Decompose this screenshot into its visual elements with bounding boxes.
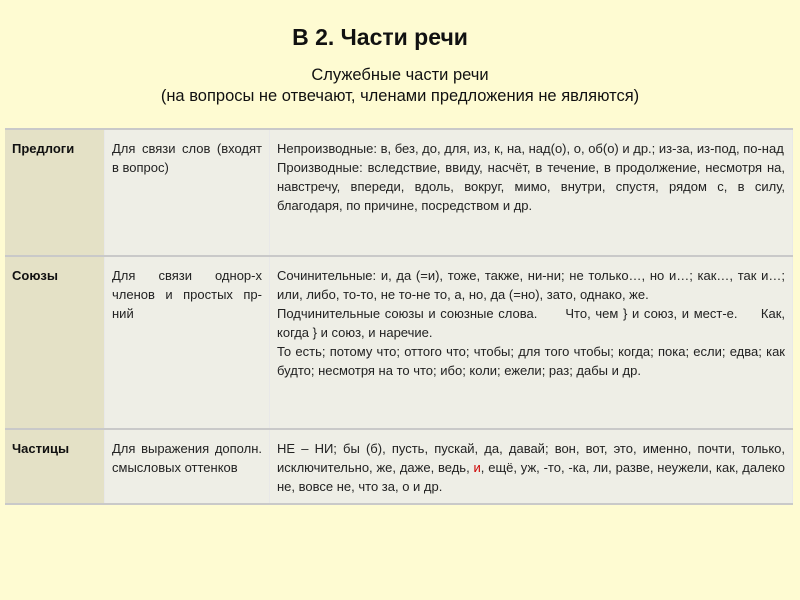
examples-text: , ещё, уж, -то, -ка, ли, разве, неужели, как, далеко не, вовсе не, что за, о и др. [277,460,785,494]
page-subtitle [0,65,800,107]
examples-line: Производные: вследствие, ввиду, насчёт, в течение, в продолжение, несмотря на, навстречу, впереди, вдоль, вокруг, мимо, внутри, спустя, рядом с, в силу, благодаря, по причине, посредством и др. [277,160,785,213]
subtitle-line-2: (на вопросы не отвечают, членами предложения не являются) [160,87,640,105]
row-purpose-cell: Для выражения дополн. смысловых оттенков [105,429,270,504]
table-row-chastitsy [5,429,793,504]
row-purpose-cell: Для связи слов (входят в вопрос) [105,129,270,256]
row-examples-cell [270,256,793,429]
page-title: В 2. Части речи [292,24,468,50]
table-row-predlogi [5,129,793,256]
row-name-cell: Предлоги [5,129,105,256]
examples-text: НЕ – НИ; бы (б), пусть, пускай, да, давай; вон, вот, это, именно, почти, только, исключительно, же, даже, ведь, [277,441,785,475]
parts-of-speech-table [5,128,793,505]
row-examples-cell [270,129,793,256]
row-name-cell: Частицы [5,429,105,504]
highlighted-particle: и [473,460,481,475]
row-purpose-cell: Для связи однор-х членов и простых пр-ний [105,256,270,429]
examples-line: Сочинительные: и, да (=и), тоже, также, ни-ни; не только…, но и…; как…, так и…; или, либо, то-то, не то-не то, а, но, да (=но), зато, однако, же. [277,268,785,302]
examples-line: То есть; потому что; оттого что; чтобы; для того чтобы; когда; пока; если; едва; как будто; несмотря на то что; ибо; коли; ежели; раз; дабы и др. [277,344,785,378]
subtitle-line-1: Служебные части речи [311,66,489,84]
row-examples-cell [270,429,793,504]
table-row-soyuzy [5,256,793,429]
examples-line: Непроизводные: в, без, до, для, из, к, на, над(о), о, об(о) и др.; из-за, из-под, по-над [277,141,784,156]
row-name-cell: Союзы [5,256,105,429]
examples-line: Подчинительные союзы и союзные слова. Что, чем } и союз, и мест-е. Как, когда } и союз, и наречие. [277,306,789,340]
